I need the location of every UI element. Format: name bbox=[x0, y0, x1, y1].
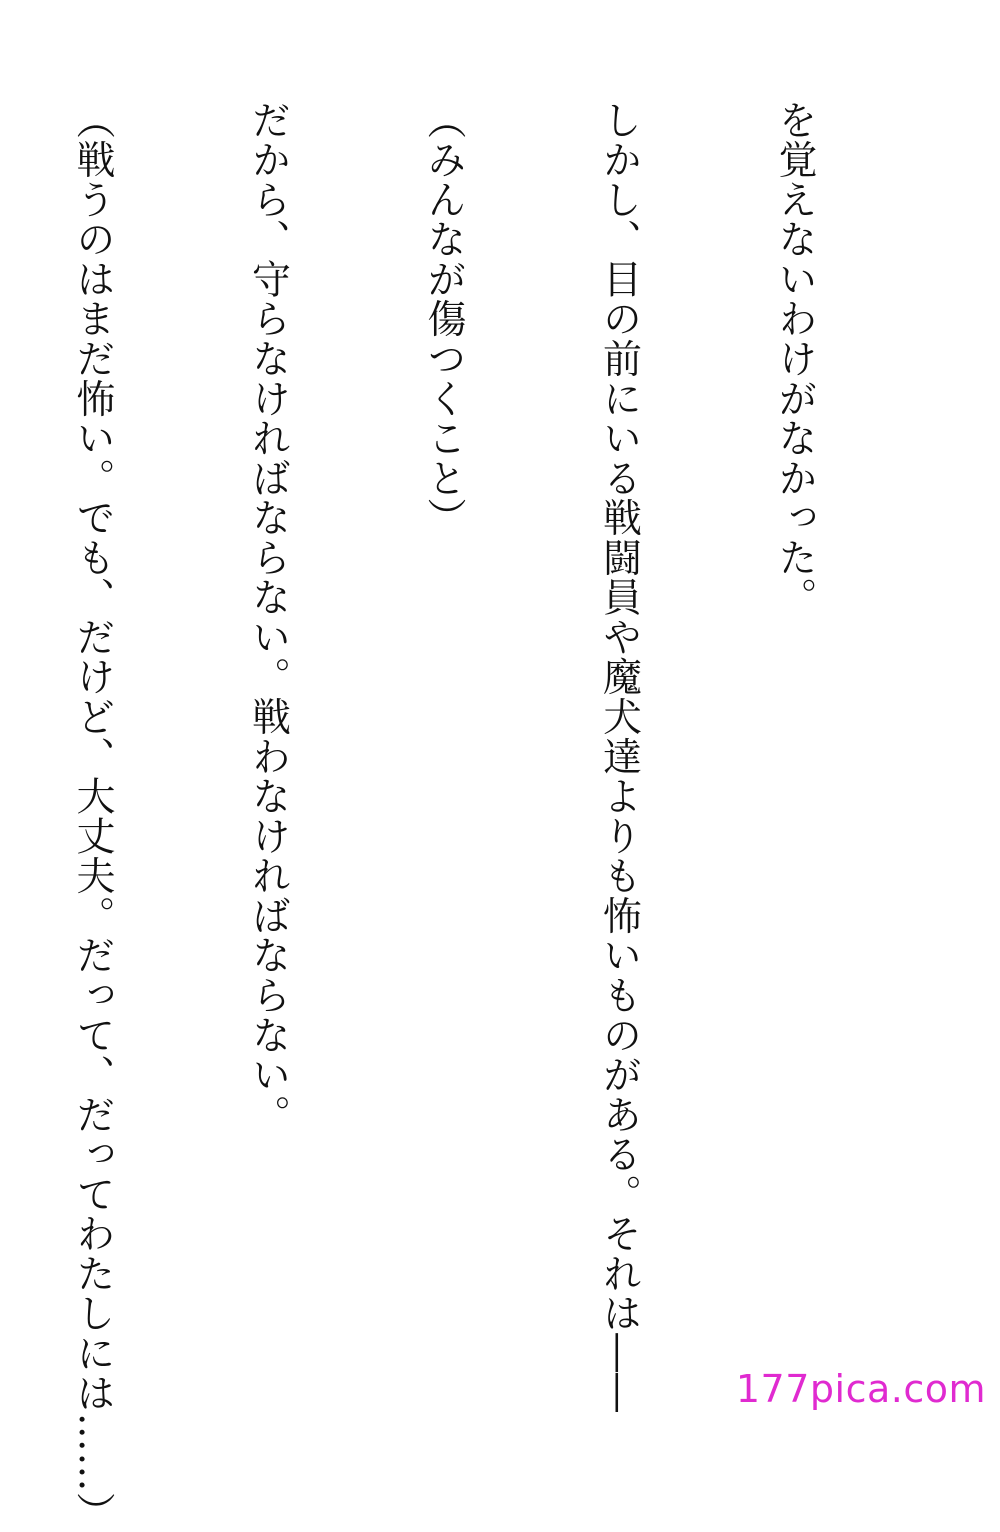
text-line: （戦うのはまだ怖い。でも、だけど、大丈夫。だって、だってわたしには……） bbox=[70, 100, 115, 1532]
watermark: 177pica.com bbox=[735, 1367, 986, 1411]
text-line: を覚えないわけがなかった。 bbox=[772, 100, 817, 618]
text-line: （みんなが傷つくこと） bbox=[421, 100, 466, 538]
text-line: だから、守らなければならない。戦わなければならない。 bbox=[245, 100, 291, 1135]
text-line: しかし、目の前にいる戦闘員や魔犬達よりも怖いものがある。それは―― bbox=[596, 100, 642, 1413]
